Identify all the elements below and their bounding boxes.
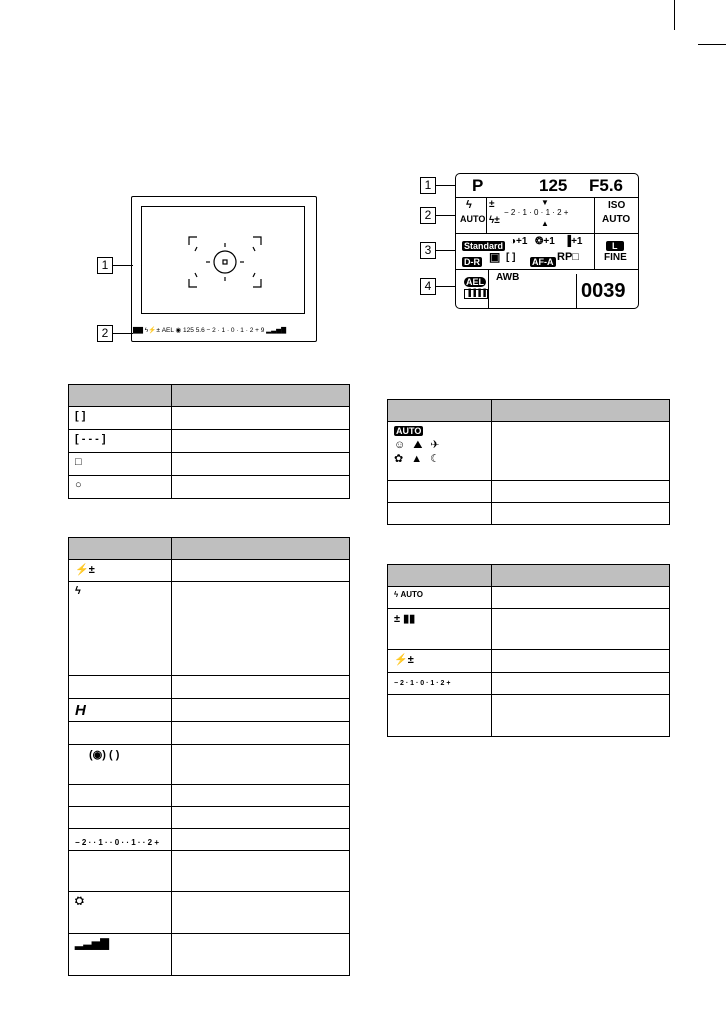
lcd-wb: AWB xyxy=(496,272,520,283)
scene-icons xyxy=(394,439,491,465)
lcd-sharpness: ▐+1 xyxy=(564,236,583,247)
lcd-battery: ▐▐▐▐ xyxy=(466,290,486,297)
table-row xyxy=(69,851,350,892)
table-row xyxy=(69,453,350,476)
lcd-callout-3-leader xyxy=(436,250,455,251)
lcd-mode: P xyxy=(472,176,484,195)
exposure-indicator-icon: ▲ xyxy=(541,219,549,228)
lcd-shots-remaining: 0039 xyxy=(581,280,626,302)
auto-mode-icon xyxy=(394,425,423,437)
table-row xyxy=(69,476,350,499)
table-header xyxy=(388,565,670,587)
frame-corner-bl xyxy=(189,279,197,287)
viewfinder-status-bar: ▇▇ ϟ⚡± AEL ◉ 125 5.6 − 2 · 1 · 0 · 1 · 2 + 9 ▂▃▅▇ xyxy=(133,327,287,334)
lcd-saturation: ❂+1 xyxy=(535,236,555,247)
steadyshot-scale-icon: ▂▃▅▇ xyxy=(75,938,109,950)
viewfinder-frame xyxy=(131,196,317,342)
lcd-shutter: 125 xyxy=(539,176,568,195)
wide-focus-frame-icon: [ ] xyxy=(75,410,86,422)
table-row xyxy=(388,587,670,609)
table-row xyxy=(69,745,350,785)
lcd-callout-2-leader xyxy=(436,215,455,216)
viewfinder-indicators-table xyxy=(68,537,350,976)
table-row xyxy=(69,807,350,829)
dro-label: D-R xyxy=(464,257,480,267)
lcd-callout-3: 3 xyxy=(420,242,436,259)
flash-icon: ϟ xyxy=(466,199,472,211)
flash-auto-icon: ϟ AUTO xyxy=(394,590,423,599)
viewfinder-screen xyxy=(141,206,305,314)
table-row xyxy=(388,609,670,650)
lcd-callout-1-leader xyxy=(436,185,455,186)
exposure-comp-icon: ± xyxy=(489,199,495,210)
lcd-callout-4: 4 xyxy=(420,278,436,295)
table-row xyxy=(388,650,670,673)
table-row xyxy=(69,722,350,745)
image-size-label: L xyxy=(606,241,624,251)
ael-label: AEL xyxy=(466,277,484,287)
creative-style-label: Standard xyxy=(464,241,504,251)
frame-corner-br xyxy=(253,279,261,287)
callout-2: 2 xyxy=(97,325,113,342)
table-header xyxy=(69,385,350,407)
camera-shake-icon: ⛭ xyxy=(75,895,84,907)
lcd-quality: FINE xyxy=(604,252,627,263)
table-row xyxy=(69,676,350,699)
focus-indicator-icon: (◉) ( ) xyxy=(89,749,120,761)
local-af-frame-icon: [ - - - ] xyxy=(75,433,106,445)
table-row xyxy=(388,481,670,503)
callout-1: 1 xyxy=(97,257,113,274)
exposure-comp-bracket-icon: ± ▮▮ xyxy=(394,613,416,625)
frame-corner-tr xyxy=(253,237,261,245)
lcd-drive: RP□ xyxy=(557,251,579,263)
lcd-iso-label: ISO xyxy=(608,200,626,211)
lcd-ael xyxy=(464,272,486,290)
table-row xyxy=(388,422,670,481)
viewfinder-af-table xyxy=(68,384,350,499)
spot-af-icon: □ xyxy=(75,456,82,468)
landscape-scene-icon: ⛰ xyxy=(413,439,431,451)
flash-comp-icon: ϟ± xyxy=(489,215,500,226)
sports-scene-icon: ✈ xyxy=(430,439,448,451)
focus-frame-svg xyxy=(142,207,304,313)
crop-mark-side xyxy=(698,44,726,45)
table-row xyxy=(69,430,350,453)
exposure-pointer-icon: ▼ xyxy=(541,198,549,207)
macro-scene-icon: ✿ xyxy=(394,453,412,465)
spot-metering-circle xyxy=(214,251,236,273)
table-header xyxy=(388,400,670,422)
table-row xyxy=(388,503,670,525)
table-row xyxy=(69,829,350,851)
lcd-flash-auto: AUTO xyxy=(460,214,486,224)
lcd-aperture: F5.6 xyxy=(589,176,624,195)
portrait-scene-icon: ☺ xyxy=(394,439,414,451)
lcd-af-mode xyxy=(530,252,556,270)
night-scene-icon: ☾ xyxy=(430,453,448,465)
spot-metering-icon: ○ xyxy=(75,479,82,491)
table-row xyxy=(69,560,350,582)
table-row xyxy=(388,695,670,737)
flash-compensation-icon: ⚡± xyxy=(394,654,414,666)
table-row xyxy=(69,699,350,722)
lcd-metering: ▣ xyxy=(489,250,501,264)
lcd-iso-value: AUTO xyxy=(602,214,631,225)
crop-mark-top xyxy=(674,0,675,30)
lcd-mode-table xyxy=(387,399,670,525)
lcd-af-area: [ ] xyxy=(506,252,516,263)
table-row xyxy=(69,785,350,807)
high-speed-sync-icon: H xyxy=(75,702,86,719)
af-mode-label: AF-A xyxy=(532,257,554,267)
lcd-dro xyxy=(462,252,482,270)
flash-charging-icon: ϟ xyxy=(75,585,81,597)
callout-1-leader xyxy=(113,265,133,266)
table-row xyxy=(388,673,670,695)
mountain-scene-icon: ▲ xyxy=(411,453,431,465)
table-row xyxy=(69,582,350,676)
lcd-screen xyxy=(455,173,639,309)
lcd-flash-table xyxy=(387,564,670,737)
lcd-callout-1: 1 xyxy=(420,177,436,194)
lcd-callout-4-leader xyxy=(436,286,455,287)
lcd-callout-2: 2 xyxy=(420,207,436,224)
table-row xyxy=(69,892,350,934)
auto-mode-label: AUTO xyxy=(396,426,422,436)
lcd-contrast: ◑+1 xyxy=(510,236,528,247)
table-row xyxy=(69,407,350,430)
table-header xyxy=(69,538,350,560)
ev-scale-icon: − 2 · 1 · 0 · 1 · 2 + xyxy=(394,680,451,687)
center-af-point xyxy=(223,260,227,264)
ev-scale-icon: − 2 · · 1 · · 0 · · 1 · · 2 + xyxy=(75,838,160,847)
flash-compensation-icon: ⚡± xyxy=(75,564,95,576)
table-row xyxy=(69,934,350,976)
lcd-exposure-scale: − 2 · 1 · 0 · 1 · 2 + xyxy=(504,208,569,217)
callout-2-leader xyxy=(113,333,133,334)
frame-corner-tl xyxy=(189,237,197,245)
